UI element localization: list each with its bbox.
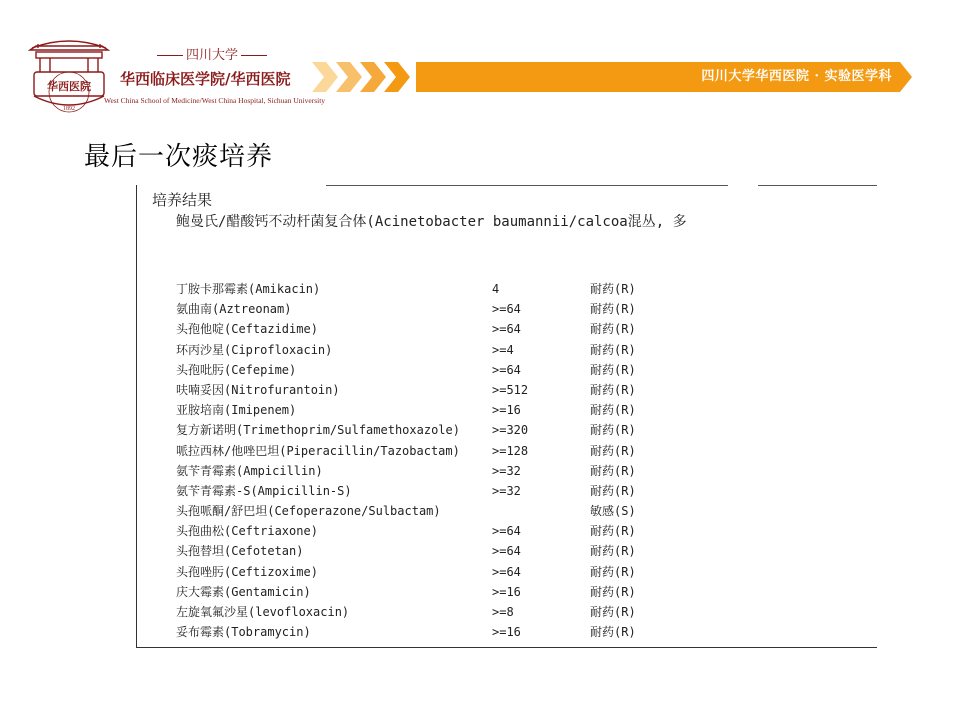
antibiotic-row bbox=[176, 340, 736, 360]
logo-year: 1892 bbox=[63, 106, 75, 112]
mic-value: >=64 bbox=[492, 302, 521, 317]
antibiotic-row bbox=[176, 501, 736, 521]
antibiotic-name: 哌拉西林/他唑巴坦(Piperacillin/Tazobactam) bbox=[176, 443, 460, 458]
susceptibility-result: 耐药(R) bbox=[590, 463, 636, 478]
school-name: 华西临床医学院/华西医院 bbox=[120, 70, 291, 88]
susceptibility-result: 耐药(R) bbox=[590, 322, 636, 337]
mic-value: >=64 bbox=[492, 362, 521, 377]
report-border-left bbox=[136, 185, 137, 648]
culture-report bbox=[136, 185, 877, 648]
antibiotic-name: 氨苄青霉素(Ampicillin) bbox=[176, 463, 323, 478]
susceptibility-result: 耐药(R) bbox=[590, 302, 636, 317]
antibiotic-row bbox=[176, 279, 736, 299]
susceptibility-result: 耐药(R) bbox=[590, 544, 636, 559]
antibiotic-name: 氨曲南(Aztreonam) bbox=[176, 302, 292, 317]
antibiotic-name: 复方新诺明(Trimethoprim/Sulfamethoxazole) bbox=[176, 423, 460, 438]
antibiotic-row bbox=[176, 562, 736, 582]
mic-value: >=8 bbox=[492, 605, 514, 619]
antibiotic-name: 呋喃妥因(Nitrofurantoin) bbox=[176, 382, 340, 397]
susceptibility-result: 耐药(R) bbox=[590, 423, 636, 438]
report-border-bottom bbox=[136, 647, 877, 648]
susceptibility-result: 耐药(R) bbox=[590, 382, 636, 397]
susceptibility-result: 耐药(R) bbox=[590, 443, 636, 458]
susceptibility-result: 耐药(R) bbox=[590, 584, 636, 599]
susceptibility-result: 耐药(R) bbox=[590, 342, 636, 357]
antibiotic-name: 头孢替坦(Cefotetan) bbox=[176, 544, 304, 559]
report-border-top bbox=[758, 185, 877, 186]
susceptibility-result: 耐药(R) bbox=[590, 524, 636, 539]
school-name-english: West China School of Medicine/West China Hospital, Sichuan University bbox=[104, 96, 326, 105]
antibiotic-row bbox=[176, 461, 736, 481]
antibiotic-row bbox=[176, 360, 736, 380]
university-name-text: 四川大学 bbox=[185, 48, 238, 63]
divider bbox=[241, 55, 267, 56]
mic-value: >=32 bbox=[492, 463, 521, 478]
department-name: 四川大学华西医院 · 实验医学科 bbox=[701, 69, 892, 84]
antibiotic-row bbox=[176, 521, 736, 541]
mic-value: >=16 bbox=[492, 403, 521, 418]
chevron-arrows-icon bbox=[312, 62, 416, 92]
mic-value: >=16 bbox=[492, 625, 521, 640]
susceptibility-result: 耐药(R) bbox=[590, 483, 636, 498]
mic-value: >=16 bbox=[492, 584, 521, 599]
antibiotic-row bbox=[176, 541, 736, 561]
susceptibility-result: 耐药(R) bbox=[590, 403, 636, 418]
susceptibility-result: 敏感(S) bbox=[590, 504, 636, 519]
mic-value: >=64 bbox=[492, 544, 521, 559]
antibiotic-row bbox=[176, 319, 736, 339]
slide-title: 最后一次痰培养 bbox=[84, 142, 274, 172]
mic-value: >=512 bbox=[492, 382, 529, 397]
antibiotic-name: 妥布霉素(Tobramycin) bbox=[176, 625, 311, 640]
section-label: 培养结果 bbox=[152, 191, 213, 209]
susceptibility-result: 耐药(R) bbox=[590, 564, 636, 579]
organism-name: 鲍曼氏/醋酸钙不动杆菌复合体(Acinetobacter baumannii/calcoa混丛, 多 bbox=[176, 214, 687, 230]
susceptibility-result: 耐药(R) bbox=[590, 625, 636, 640]
mic-value: >=128 bbox=[492, 443, 529, 458]
mic-value: >=64 bbox=[492, 564, 521, 579]
antibiotic-row bbox=[176, 420, 736, 440]
antibiotic-name: 头孢唑肟(Ceftizoxime) bbox=[176, 564, 318, 579]
antibiotic-name: 丁胺卡那霉素(Amikacin) bbox=[176, 282, 321, 296]
hospital-logo bbox=[28, 32, 110, 114]
antibiotic-row bbox=[176, 299, 736, 319]
divider bbox=[157, 55, 183, 56]
antibiotic-row bbox=[176, 400, 736, 420]
antibiotic-list bbox=[176, 279, 736, 642]
antibiotic-name: 头孢他啶(Ceftazidime) bbox=[176, 322, 318, 337]
mic-value: >=64 bbox=[492, 524, 521, 539]
antibiotic-name: 头孢吡肟(Cefepime) bbox=[176, 362, 297, 377]
antibiotic-row bbox=[176, 622, 736, 642]
susceptibility-result: 耐药(R) bbox=[590, 605, 636, 619]
mic-value: 4 bbox=[492, 282, 500, 296]
mic-value: >=4 bbox=[492, 342, 514, 357]
antibiotic-row bbox=[176, 481, 736, 501]
report-border-top bbox=[326, 185, 728, 186]
antibiotic-name: 亚胺培南(Imipenem) bbox=[176, 403, 297, 418]
susceptibility-result: 耐药(R) bbox=[590, 362, 636, 377]
university-name bbox=[152, 44, 272, 63]
antibiotic-name: 左旋氧氟沙星(levofloxacin) bbox=[176, 605, 350, 619]
antibiotic-name: 庆大霉素(Gentamicin) bbox=[176, 584, 311, 599]
antibiotic-name: 氨苄青霉素-S(Ampicillin-S) bbox=[176, 483, 352, 498]
mic-value: >=32 bbox=[492, 483, 521, 498]
antibiotic-name: 环丙沙星(Ciprofloxacin) bbox=[176, 342, 333, 357]
antibiotic-name: 头孢哌酮/舒巴坦(Cefoperazone/Sulbactam) bbox=[176, 504, 441, 519]
antibiotic-row bbox=[176, 441, 736, 461]
antibiotic-row bbox=[176, 582, 736, 602]
antibiotic-name: 头孢曲松(Ceftriaxone) bbox=[176, 524, 318, 539]
antibiotic-row bbox=[176, 380, 736, 400]
mic-value: >=64 bbox=[492, 322, 521, 337]
logo-text: 华西医院 bbox=[47, 80, 91, 93]
antibiotic-row bbox=[176, 602, 736, 622]
mic-value: >=320 bbox=[492, 423, 529, 438]
susceptibility-result: 耐药(R) bbox=[590, 282, 636, 296]
